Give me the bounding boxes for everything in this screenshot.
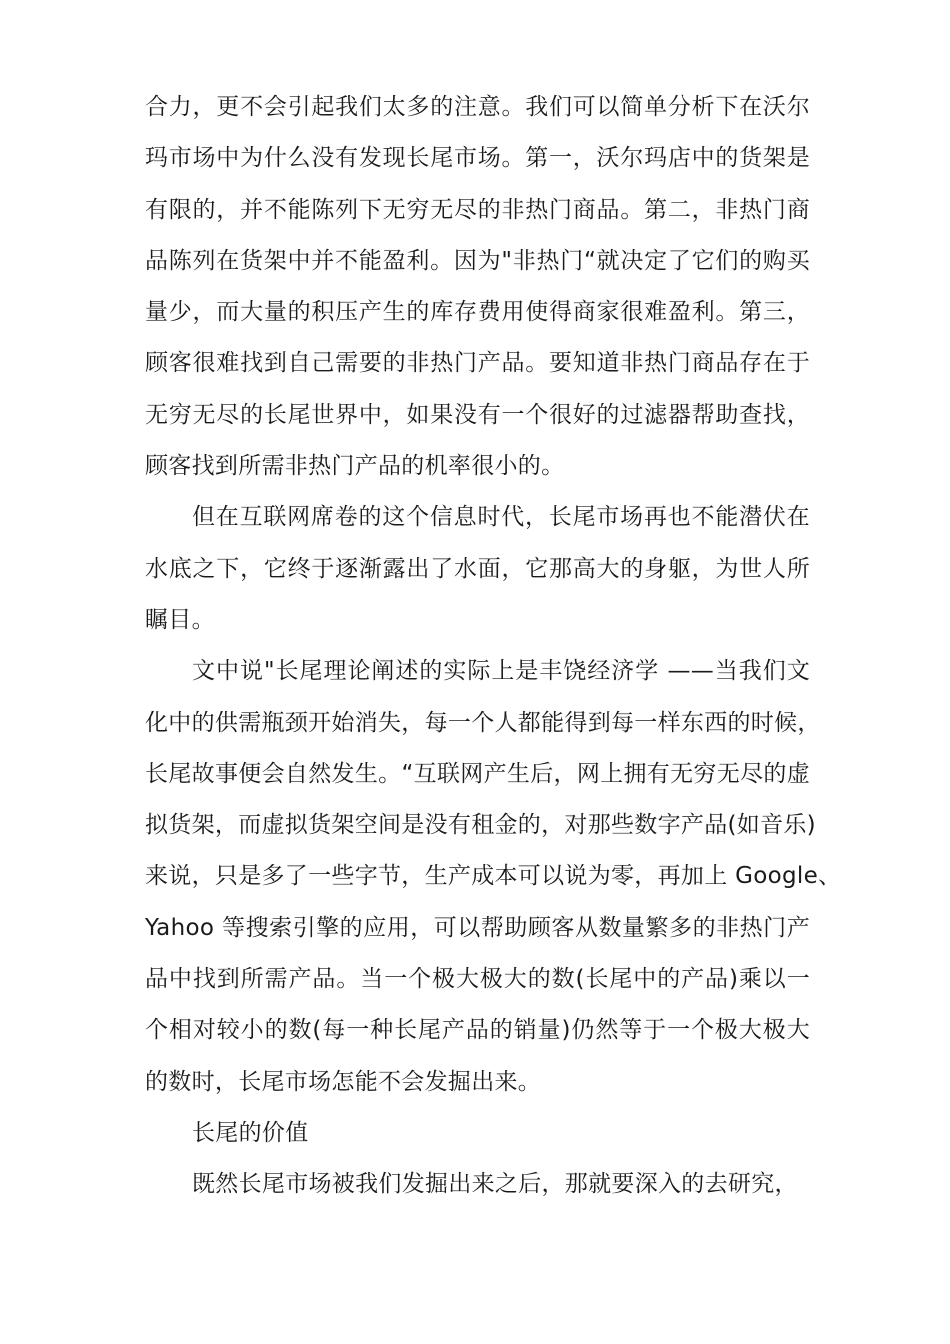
document-body [145, 82, 842, 1211]
text-line: 既然长尾市场被我们发掘出来之后，那就要深入的去研究， [192, 1171, 798, 1198]
text-line: 瞩目。 [145, 606, 215, 633]
section-heading: 长尾的价值 [192, 1119, 309, 1146]
text-line: 品陈列在货架中并不能盈利。因为"非热门“就决定了它们的购买 [145, 247, 810, 274]
text-line: 长尾故事便会自然发生。“互联网产生后，网上拥有无穷无尽的虚 [145, 760, 810, 787]
text-line: 水底之下，它终于逐渐露出了水面，它那高大的身躯，为世人所 [145, 555, 810, 582]
text-line: 有限的，并不能陈列下无穷无尽的非热门商品。第二，非热门商 [145, 196, 810, 223]
text-line: 品中找到所需产品。当一个极大极大的数(长尾中的产品)乘以一 [145, 966, 810, 993]
text-line: 文中说"长尾理论阐述的实际上是丰饶经济学 ——当我们文 [192, 658, 810, 685]
text-line: 玛市场中为什么没有发现长尾市场。第一，沃尔玛店中的货架是 [145, 145, 810, 172]
text-line: 但在互联网席卷的这个信息时代，长尾市场再也不能潜伏在 [192, 504, 810, 531]
text-line: 顾客很难找到自己需要的非热门产品。要知道非热门商品存在于 [145, 350, 810, 377]
text-line: 个相对较小的数(每一种长尾产品的销量)仍然等于一个极大极大 [145, 1017, 810, 1044]
text-line: 合力，更不会引起我们太多的注意。我们可以简单分析下在沃尔 [145, 94, 810, 120]
text-line: 化中的供需瓶颈开始消失，每一个人都能得到每一样东西的时候， [145, 709, 821, 736]
text-line: 顾客找到所需非热门产品的机率很小的。 [145, 453, 565, 480]
text-line: 无穷无尽的长尾世界中，如果没有一个很好的过滤器帮助查找， [145, 401, 810, 428]
text-line: 的数时，长尾市场怎能不会发掘出来。 [145, 1068, 542, 1095]
text-line: Yahoo 等搜索引擎的应用，可以帮助顾客从数量繁多的非热门产 [145, 914, 810, 941]
text-line: 量少，而大量的积压产生的库存费用使得商家很难盈利。第三， [145, 299, 810, 326]
text-line: 拟货架，而虚拟货架空间是没有租金的，对那些数字产品(如音乐) [145, 812, 816, 839]
text-line: 来说，只是多了一些字节，生产成本可以说为零，再加上 Google、 [145, 863, 842, 890]
